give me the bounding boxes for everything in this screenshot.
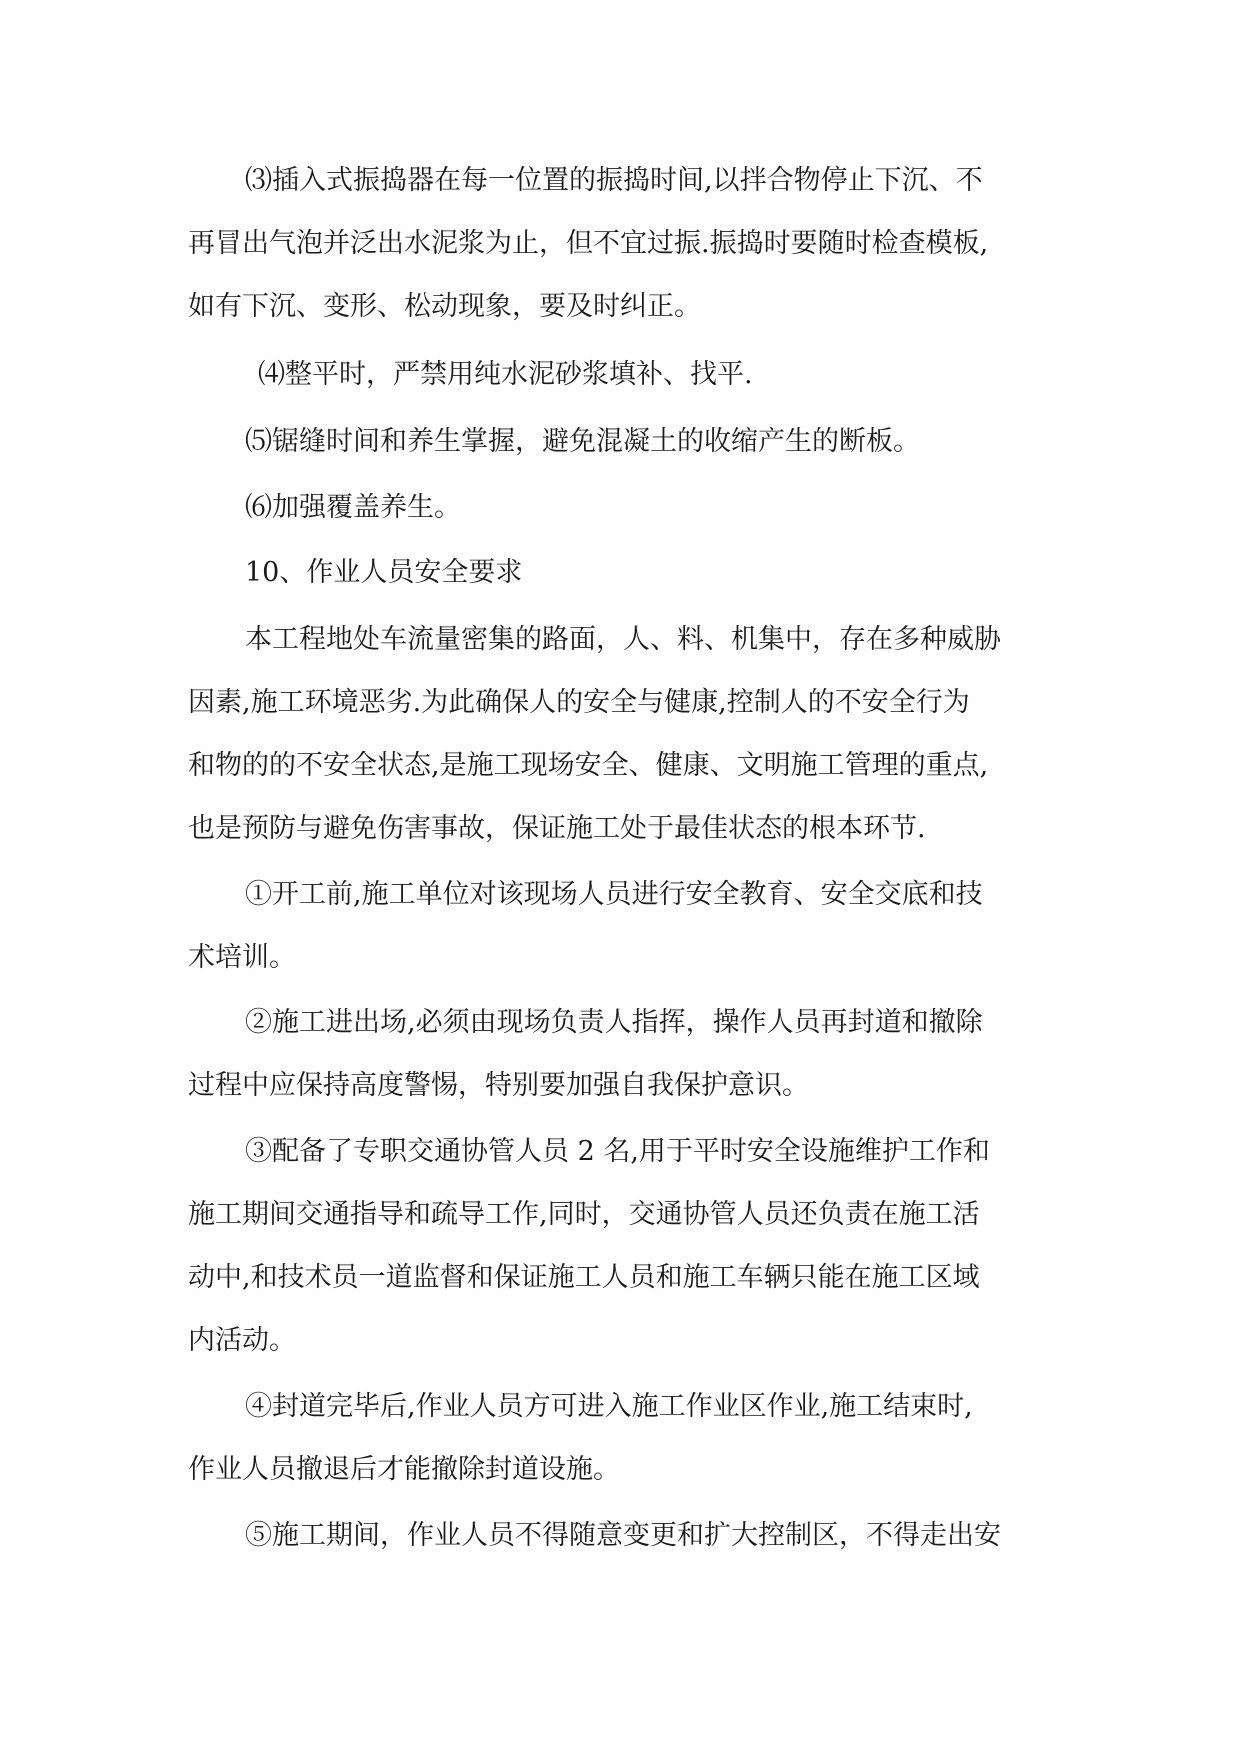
text-line-4: ⑷整平时，严禁用纯水泥砂浆填补、找平. xyxy=(258,359,753,390)
text-line-11: 也是预防与避免伤害事故，保证施工处于最佳状态的根本环节. xyxy=(188,813,926,844)
text-line-17: 施工期间交通指导和疏导工作,同时，交通协管人员还负责在施工活 xyxy=(188,1199,980,1230)
text-line-12: ①开工前,施工单位对该现场人员进行安全教育、安全交底和技 xyxy=(245,879,983,910)
text-line-8: 本工程地处车流量密集的路面，人、料、机集中，存在多种威胁 xyxy=(245,624,1001,655)
text-line-5: ⑸锯缝时间和养生掌握，避免混凝土的收缩产生的断板。 xyxy=(245,426,920,457)
text-line-10: 和物的的不安全状态,是施工现场安全、健康、文明施工管理的重点, xyxy=(188,750,989,781)
text-line-3: 如有下沉、变形、松动现象，要及时纠正。 xyxy=(188,291,701,322)
text-line-13: 术培训。 xyxy=(188,942,296,973)
section-heading: 10、作业人员安全要求 xyxy=(245,557,523,588)
text-line-2: 再冒出气泡并泛出水泥浆为止，但不宜过振.振捣时要随时检查模板, xyxy=(188,228,989,259)
text-line-9: 因素,施工环境恶劣.为此确保人的安全与健康,控制人的不安全行为 xyxy=(188,687,970,718)
text-line-20: ④封道完毕后,作业人员方可进入施工作业区作业,施工结束时, xyxy=(245,1391,973,1422)
text-line-14: ②施工进出场,必须由现场负责人指挥，操作人员再封道和撤除 xyxy=(245,1007,983,1038)
text-line-16: ③配备了专职交通协管人员 2 名,用于平时安全设施维护工作和 xyxy=(245,1136,990,1167)
text-line-1: ⑶插入式振捣器在每一位置的振捣时间,以拌合物停止下沉、不 xyxy=(245,165,983,196)
text-line-18: 动中,和技术员一道监督和保证施工人员和施工车辆只能在施工区域 xyxy=(188,1262,980,1293)
text-line-6: ⑹加强覆盖养生。 xyxy=(245,492,461,523)
text-line-15: 过程中应保持高度警惕，特别要加强自我保护意识。 xyxy=(188,1070,809,1101)
text-line-19: 内活动。 xyxy=(188,1325,296,1356)
text-line-21: 作业人员撤退后才能撤除封道设施。 xyxy=(188,1454,620,1485)
text-line-22: ⑤施工期间，作业人员不得随意变更和扩大控制区，不得走出安 xyxy=(245,1520,1001,1551)
